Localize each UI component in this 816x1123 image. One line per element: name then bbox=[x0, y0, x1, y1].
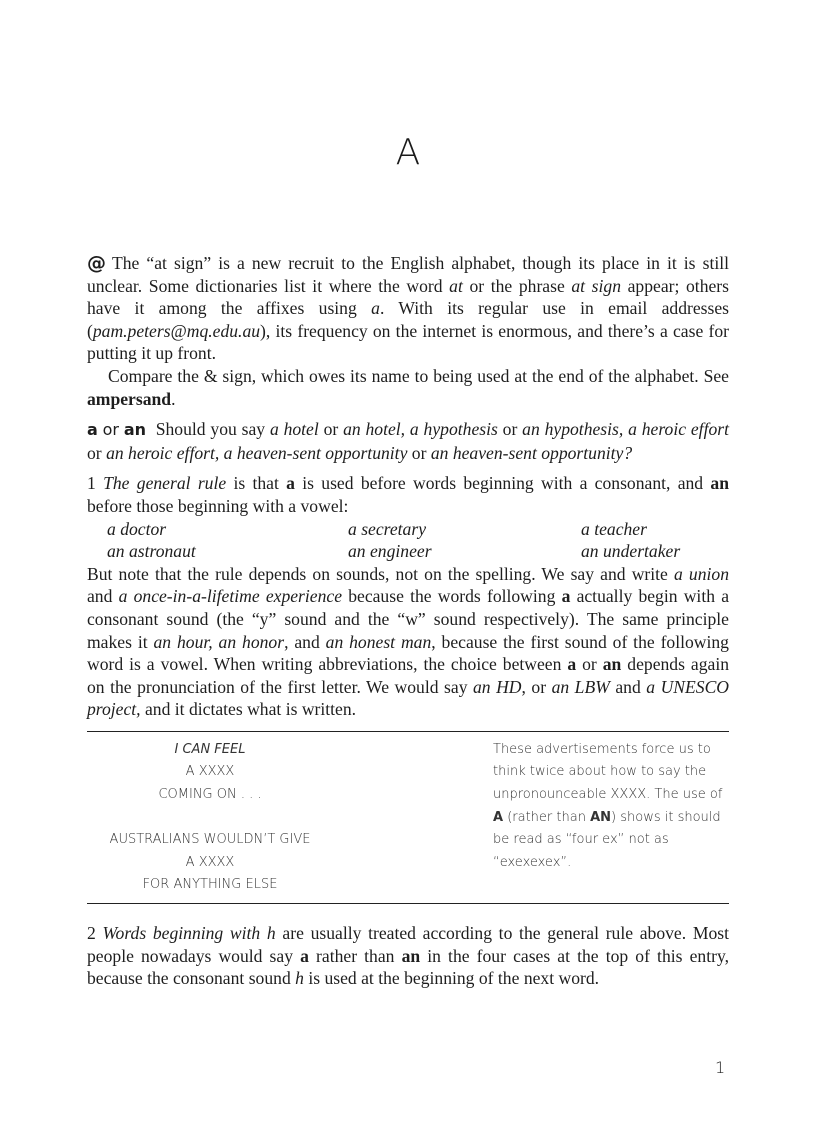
a-or-an-headword: a or an bbox=[87, 420, 147, 440]
dictionary-content bbox=[87, 252, 729, 990]
entry-at-sign-paragraph-2: Compare the & sign, which owes its name to being used at the end of the alphabet. See ampersand. bbox=[87, 365, 729, 409]
sound-rule-paragraph: But note that the rule depends on sounds, not on the spelling. We say and write a union and a once-in-a-lifetime experience because the words following a actually begin with a consonant sound (the “y” sound and the “w” sound respectively). The same principle makes it an hour, an honor, and an honest man, because the first sound of the following word is a vowel. When writing abbreviations, the choice between a or an depends again on the pronunciation of the first letter. We would say an HD, or an LBW and a UNESCO project, and it dictates what is written. bbox=[87, 563, 730, 720]
ad-line: COMING ON . . . bbox=[158, 787, 262, 803]
ad-line: FOR ANYTHING ELSE bbox=[142, 877, 278, 893]
example-item: an astronaut bbox=[107, 541, 196, 562]
page-number: 1 bbox=[715, 1058, 726, 1077]
example-item: a doctor bbox=[107, 518, 167, 539]
ad-line: I CAN FEEL bbox=[174, 741, 246, 757]
email-example: pam.peters@mq.edu.au bbox=[92, 320, 261, 341]
ad-line: A XXXX bbox=[185, 764, 235, 780]
ad-line: A XXXX bbox=[185, 854, 235, 870]
examples-grid bbox=[87, 518, 729, 563]
example-item: a secretary bbox=[348, 518, 427, 539]
section-letter-heading: A bbox=[395, 132, 421, 173]
advertisement-commentary: These advertisements force us to think twice about how to say the unpronounceable XXXX. The use of A (rather than AN) shows it should be read as “four ex” not as “exexexex”. bbox=[493, 741, 723, 870]
ad-spacer bbox=[87, 807, 333, 830]
example-item: a teacher bbox=[581, 518, 647, 539]
general-rule-paragraph: 1 The general rule is that a is used before words beginning with a consonant, and an before those beginning with a vowel: bbox=[87, 473, 729, 516]
entry-at-sign-paragraph: @ The “at sign” is a new recruit to the English alphabet, though its place in it is still unclear. Some dictionaries list it where the word at or the phrase at sign appear; others have it among the affixes using a. With its regular use in email addresses (pam.peters@mq.edu.au), its frequency on the internet is enormous, and there’s a case for putting it up front. bbox=[87, 252, 730, 364]
example-item: an undertaker bbox=[581, 541, 681, 562]
advertisement-sidebar bbox=[87, 731, 729, 904]
ad-line: AUSTRALIANS WOULDN’T GIVE bbox=[109, 832, 311, 848]
example-item: an engineer bbox=[348, 541, 432, 562]
h-words-rule-paragraph: 2 Words beginning with h are usually treated according to the general rule above. Most people nowadays would say a rather than an in the four cases at the top of this entry, because the consonant sound h is used at the beginning of the next word. bbox=[87, 923, 730, 989]
advertisement-text bbox=[87, 739, 333, 897]
entry-a-or-an-intro: a or an Should you say a hotel or an hotel, a hypothesis or an hypothesis, a heroic effort or an heroic effort, a heaven-sent opportunity or an heaven-sent opportunity? bbox=[87, 419, 729, 463]
at-sign-headword: @ bbox=[87, 252, 106, 274]
cross-reference-ampersand[interactable]: ampersand bbox=[87, 388, 172, 409]
